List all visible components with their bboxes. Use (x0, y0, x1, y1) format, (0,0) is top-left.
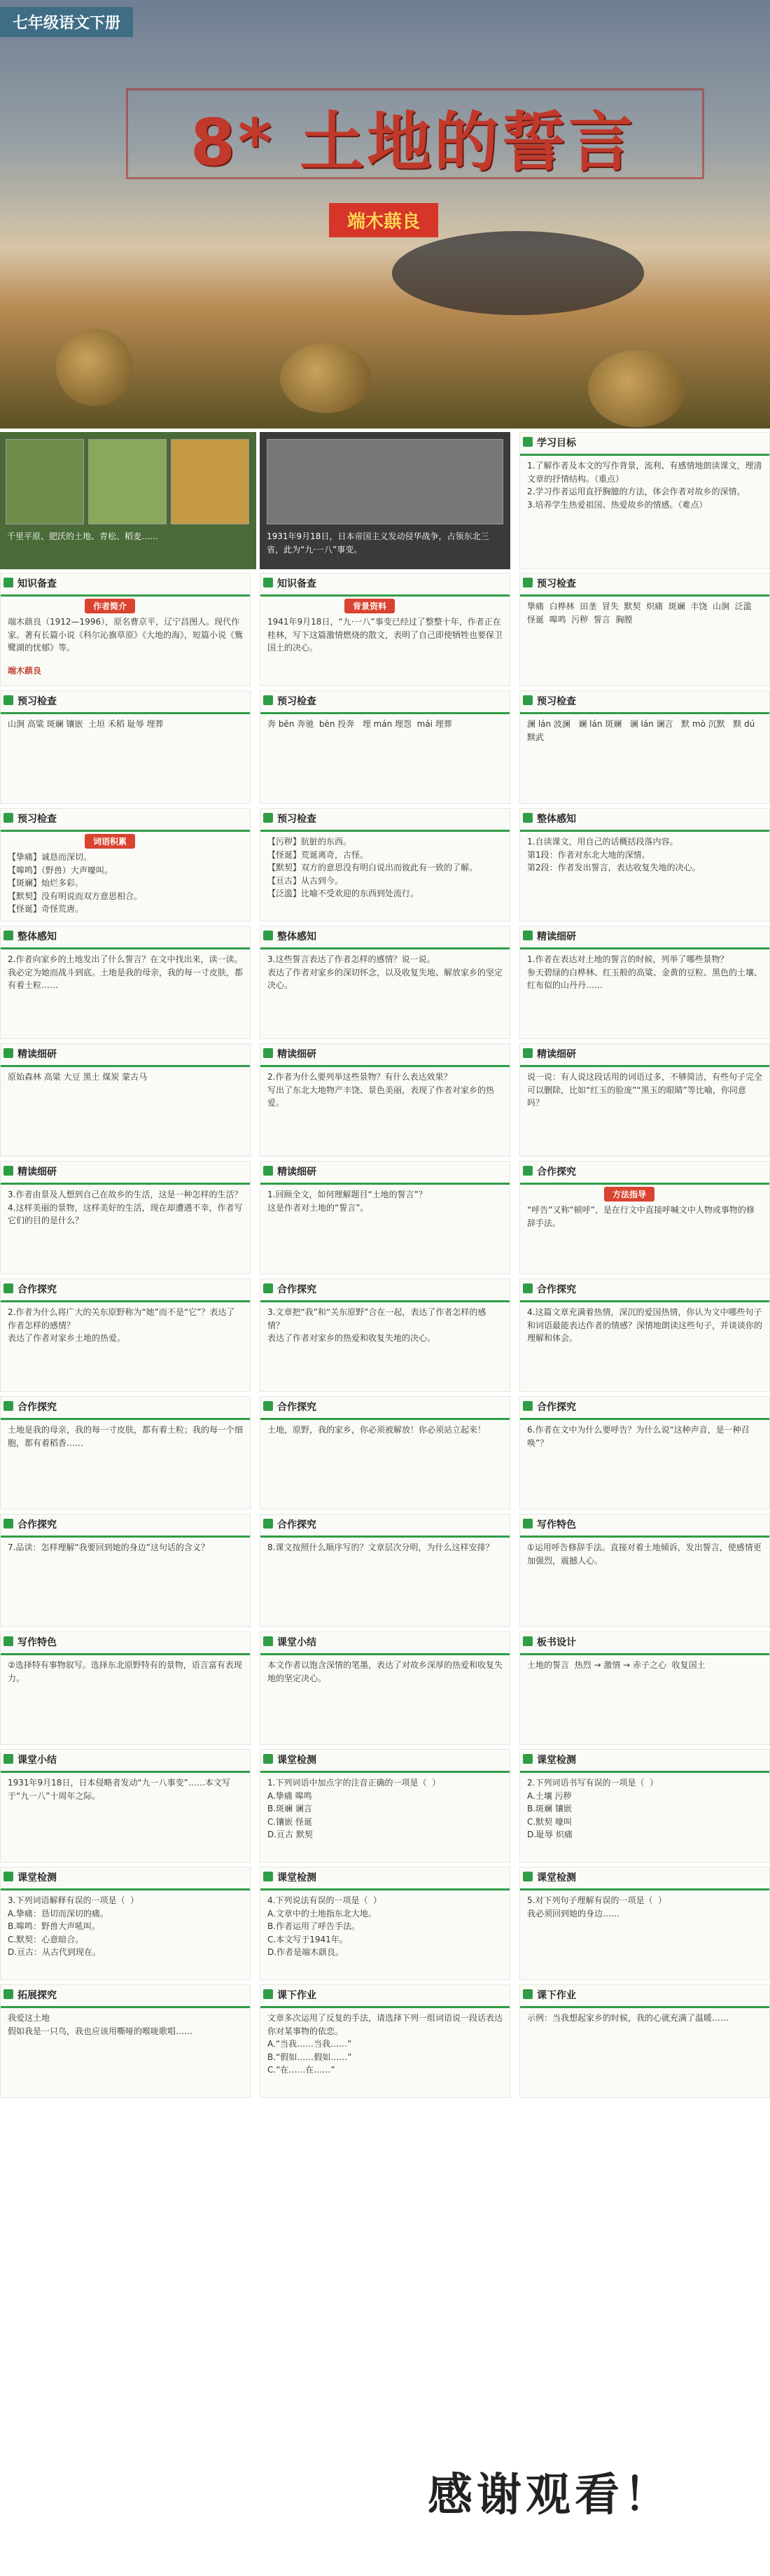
slide-card (260, 690, 510, 804)
slide-text: 【挚痛】诚恳而深切。 【嗥鸣】（野兽）大声嚎叫。 【斑斓】灿烂多彩。 【默契】没有明说而双方意思相合。 【怪诞】奇怪荒唐。 (8, 852, 143, 914)
section-icon (4, 1166, 13, 1176)
slide-title: 精读细研 (18, 1167, 57, 1178)
slide-header (520, 433, 769, 456)
section-icon (4, 931, 13, 940)
section-icon (263, 1166, 273, 1176)
slide-card (519, 1514, 770, 1627)
slide-title: 课堂小结 (277, 1637, 316, 1648)
slide-card (0, 1043, 251, 1157)
slide-card (0, 1279, 251, 1392)
slide-card (519, 1279, 770, 1392)
section-icon (263, 813, 273, 823)
slide-title: 整体感知 (277, 931, 316, 942)
title-slide (0, 0, 770, 429)
section-icon (523, 437, 533, 447)
slide-badge: 背景资料 (344, 599, 395, 613)
section-icon (263, 1636, 273, 1646)
slide-text: 1941年9月18日，“九·一八”事变已经过了整整十年，作者正在桂林，写下这篇激情燃烧的散文，表明了自己即使牺牲也要保卫国土的决心。 (267, 617, 503, 653)
slide-title: 合作探究 (277, 1284, 316, 1295)
strip-caption: 1931年9月18日，日本帝国主义发动侵华战争，占领东北三省，此为“九·一八”事变。 (267, 531, 489, 555)
slide-title: 合作探究 (277, 1402, 316, 1413)
slide-card (519, 926, 770, 1039)
slide-title: 精读细研 (18, 1049, 57, 1060)
slide-card (0, 690, 251, 804)
slide-card (260, 1984, 510, 2098)
section-icon (523, 1166, 533, 1176)
author-badge: 端木蕻良 (329, 203, 438, 237)
slide-text: 3.文章把“我”和“关东原野”合在一起，表达了作者怎样的感情？ 表达了作者对家乡的热爱和收复失地的决心。 (267, 1307, 486, 1344)
slide-text: 文章多次运用了反复的手法，请选择下列一组词语说一段话表达你对某事物的依恋。 A.“当我……当我……” B.“假如……假如……” C.“在……在……” (267, 2013, 503, 2075)
slide-text: 1.了解作者及本文的写作背景，流利、有感情地朗读课文，理清文章的抒情结构。（重点） 2.学习作者运用直抒胸臆的方法，体会作者对故乡的深情。 3.培养学生热爱祖国、热爱故乡的情感。（难点） (527, 461, 762, 510)
section-icon (263, 1754, 273, 1764)
slide-header (520, 1632, 769, 1655)
hay-bale (56, 329, 133, 406)
slide-header (260, 926, 510, 949)
slide-title: 课下作业 (537, 1990, 576, 2001)
slide-text: “呼告”又称“顿呼”，是在行文中直接呼喊文中人物或事物的修辞手法。 (527, 1205, 755, 1228)
slide-text: 土地，原野，我的家乡，你必须被解放！你必须站立起来！ (267, 1425, 486, 1435)
slide-card (260, 1161, 510, 1274)
slide-card (519, 690, 770, 804)
slide-card (0, 1867, 251, 1980)
slide-title: 课堂检测 (537, 1872, 576, 1884)
section-icon (263, 1048, 273, 1058)
slide-title: 预习检查 (537, 578, 576, 590)
slide-title: 写作特色 (18, 1637, 57, 1648)
slide-text: 3.下列词语解释有误的一项是（ ） A.挚痛：恳切而深切的痛。 B.嗥鸣：野兽大声吼叫。 C.默契：心意暗合。 D.亘古：从古代到现在。 (8, 1895, 139, 1958)
slide-title: 预习检查 (18, 814, 57, 825)
slide-header (520, 1750, 769, 1773)
slide-header (260, 1985, 510, 2008)
slide-card (0, 1514, 251, 1627)
slide-card (0, 1749, 251, 1863)
slide-header (520, 926, 769, 949)
slide-text: 1.自读课文，用自己的话概括段落内容。 第1段：作者对东北大地的深情。 第2段：作者发出誓言，表达收复失地的决心。 (527, 837, 701, 873)
strip-caption: 千里平原、肥沃的土地、青松、稻麦…… (7, 531, 159, 541)
section-icon (263, 1872, 273, 1881)
slide-badge: 作者简介 (85, 599, 135, 613)
slide-card (260, 1631, 510, 1745)
slide-card (519, 808, 770, 921)
slide-text: 我爱这土地 假如我是一只鸟，我也应该用嘶哑的喉咙歌唱…… (8, 2013, 193, 2036)
slide-header (520, 1515, 769, 1538)
section-icon (4, 1048, 13, 1058)
slide-header (1, 1867, 250, 1891)
slide-card (519, 1043, 770, 1157)
section-icon (4, 813, 13, 823)
slide-text: 7.品读：怎样理解“我要回到她的身边”这句话的含义？ (8, 1543, 209, 1552)
slide-header (1, 1044, 250, 1067)
slide-card (0, 573, 251, 686)
slide-title: 板书设计 (537, 1637, 576, 1648)
section-icon (523, 1283, 533, 1293)
section-icon (4, 1519, 13, 1529)
section-icon (4, 578, 13, 587)
slide-text: 3.作者由景及人想到自己在故乡的生活，这是一种怎样的生活？ 4.这样美丽的景物，这样美好的生活，现在却遭遇不幸，作者写它们的目的是什么？ (8, 1190, 243, 1226)
slide-title: 知识备查 (277, 578, 316, 590)
slide-text: 土地的誓言 热烈 → 激情 → 赤子之心 收复国土 (527, 1660, 706, 1670)
slide-text: 6.作者在文中为什么要呼告？为什么说“这种声音，是一种召唤”？ (527, 1425, 750, 1448)
slide-card (260, 1396, 510, 1510)
slide-card (519, 1161, 770, 1274)
section-icon (4, 1989, 13, 1999)
slide-title: 课下作业 (277, 1990, 316, 2001)
slide-text: 本文作者以饱含深情的笔墨，表达了对故乡深厚的热爱和收复失地的坚定决心。 (267, 1660, 503, 1683)
section-icon (4, 1401, 13, 1411)
section-icon (523, 1754, 533, 1764)
slide-title: 预习检查 (277, 696, 316, 707)
lesson-title: 8* 土地的誓言 (190, 105, 636, 180)
slide-header (1, 1985, 250, 2008)
slide-card (0, 1396, 251, 1510)
slide-card (0, 1984, 251, 2098)
section-icon (263, 1519, 273, 1529)
section-icon (263, 1283, 273, 1293)
slide-title: 课堂检测 (18, 1872, 57, 1884)
storm-cloud (392, 231, 644, 315)
section-icon (4, 1872, 13, 1881)
slide-card (519, 1631, 770, 1745)
slide-card (260, 1043, 510, 1157)
slide-text: ②选择特有事物叙写。选择东北原野特有的景物，语言富有表现力。 (8, 1660, 242, 1683)
slide-text: 8.课文按照什么顺序写的？文章层次分明，为什么这样安排？ (267, 1543, 494, 1552)
slide-title: 课堂小结 (18, 1755, 57, 1766)
slide-text: 山涧 高粱 斑斓 镶嵌 土垣 禾稻 耻辱 埋葬 (8, 719, 164, 729)
section-icon (523, 1519, 533, 1529)
slide-card (260, 808, 510, 921)
slide-header (520, 1162, 769, 1185)
slide-text: 4.下列说法有误的一项是（ ） A.文章中的土地指东北大地。 B.作者运用了呼告手法。 C.本文写于1941年。 D.作者是端木蕻良。 (267, 1895, 382, 1958)
photo-1931 (267, 439, 503, 524)
author-name: 端木蕻良 (8, 666, 42, 676)
slide-title: 合作探究 (537, 1402, 576, 1413)
slide-title: 预习检查 (537, 696, 576, 707)
slide-header (1, 573, 250, 597)
section-icon (523, 813, 533, 823)
slide-title: 精读细研 (537, 931, 576, 942)
grade-tag: 七年级语文下册 (0, 7, 133, 37)
section-icon (263, 1989, 273, 1999)
slide-card (519, 1867, 770, 1980)
slide-header (260, 1867, 510, 1891)
slide-header (260, 1162, 510, 1185)
section-icon (4, 695, 13, 705)
slide-header (1, 1750, 250, 1773)
slide-text: 端木蕻良（1912—1996），原名曹京平，辽宁昌图人。现代作家。著有长篇小说《科尔沁旗草原》《大地的海》，短篇小说《鴜鹭湖的忧郁》等。 (8, 617, 244, 653)
slide-text: 2.下列词语书写有误的一项是（ ） A.土壤 污秽 B.斑斓 镶嵌 C.默契 嚎叫 D.耻辱 炽痛 (527, 1778, 659, 1840)
section-icon (523, 1989, 533, 1999)
section-icon (263, 578, 273, 587)
section-icon (523, 1401, 533, 1411)
photo-plain (6, 439, 84, 524)
slide-header (260, 809, 510, 832)
slide-text: 1.下列词语中加点字的注音正确的一项是（ ） A.挚痛 嗥鸣 B.斑斓 谰言 C.镶嵌 怪诞 D.亘古 默契 (267, 1778, 441, 1840)
slide-title: 学习目标 (537, 438, 576, 449)
slide-text: 1.作者在表达对土地的誓言的时候，列举了哪些景物？ 参天碧绿的白桦林、红玉般的高粱、金黄的豆粒、黑色的土壤、红布似的山丹丹…… (527, 954, 763, 991)
slide-badge: 词语积累 (85, 834, 135, 849)
slide-card (260, 1279, 510, 1392)
slide-text: 挚痛 白桦林 田垄 冒失 默契 炽痛 斑斓 丰饶 山涧 泛滥 怪诞 嗥鸣 污秽 誓言 胸膛 (527, 601, 757, 625)
slide-header (520, 691, 769, 714)
slide-header (260, 1279, 510, 1302)
slide-header (260, 1750, 510, 1773)
section-icon (523, 1872, 533, 1881)
slide-header (520, 1985, 769, 2008)
slide-title: 精读细研 (537, 1049, 576, 1060)
slide-text: 说一说：有人说这段话用的词语过多，不够简洁，有些句子完全可以删除，比如“红玉的脸庞”“黑玉的眼睛”等比喻，你同意吗？ (527, 1072, 763, 1108)
slide-title: 课堂检测 (277, 1872, 316, 1884)
slide-card (0, 808, 251, 921)
slide-text: 1.回顾全文，如何理解题目“土地的誓言”？ 这是作者对土地的“誓言”。 (267, 1190, 427, 1213)
slide-text: 1931年9月18日，日本侵略者发动“九一八事变”……本文写于“九一八”十周年之际。 (8, 1778, 230, 1801)
slide-card (0, 1631, 251, 1745)
section-icon (523, 931, 533, 940)
thanks-slide (260, 2403, 769, 2571)
slide-text: 奔 bēn 奔驰 bèn 投奔 埋 mán 埋怨 mái 埋葬 (267, 719, 452, 729)
thanks-text: 感谢观看！ (428, 2470, 673, 2521)
slide-card (519, 1984, 770, 2098)
slide-header (260, 1397, 510, 1420)
slide-header (1, 1515, 250, 1538)
slide-text: 3.这些誓言表达了作者怎样的感情？说一说。 表达了作者对家乡的深切怀念，以及收复失地、解放家乡的坚定决心。 (267, 954, 503, 991)
slide-header (520, 1279, 769, 1302)
slide-text: 【污秽】肮脏的东西。 【怪诞】荒诞离奇，古怪。 【默契】双方的意思没有明白说出而彼此有一致的了解。 【亘古】从古到今。 【泛滥】比喻不受欢迎的东西到处流行。 (267, 837, 478, 899)
slide-header (520, 1044, 769, 1067)
slide-header (1, 1162, 250, 1185)
slide-text: 2.作者为什么将广大的关东原野称为“她”而不是“它”？表达了作者怎样的感情？ 表达了作者对家乡土地的热爱。 (8, 1307, 235, 1344)
slide-card (0, 926, 251, 1039)
slide-header (1, 1632, 250, 1655)
slide-header (260, 573, 510, 597)
slide-card (260, 1867, 510, 1980)
slide-badge: 方法指导 (604, 1187, 654, 1202)
landscape-photos (0, 432, 256, 569)
section-icon (263, 931, 273, 940)
slide-title: 拓展探究 (18, 1990, 57, 2001)
slide-header (260, 691, 510, 714)
slide-text: 2.作者为什么要列举这些景物？有什么表达效果？ 写出了东北大地物产丰饶、景色美丽，表现了作者对家乡的热爱。 (267, 1072, 495, 1108)
section-icon (263, 1401, 273, 1411)
section-icon (523, 695, 533, 705)
slide-title: 精读细研 (277, 1049, 316, 1060)
hay-bale (280, 343, 371, 413)
slide-card (260, 1749, 510, 1863)
slide-title: 课堂检测 (277, 1755, 316, 1766)
slide-title: 整体感知 (537, 814, 576, 825)
slide-card (519, 573, 770, 686)
slide-card (260, 1514, 510, 1627)
slide-header (520, 573, 769, 597)
hay-bale (588, 350, 686, 427)
section-icon (263, 695, 273, 705)
photo-forest (88, 439, 167, 524)
section-icon (4, 1636, 13, 1646)
slide-card (519, 432, 770, 569)
slide-text: 2.作者向家乡的土地发出了什么誓言？在文中找出来，读一读。 我必定为她而战斗到底。土地是我的母亲，我的每一寸皮肤，都有着土粒…… (8, 954, 244, 991)
section-icon (523, 1048, 533, 1058)
slide-text: 5.对下列句子理解有误的一项是（ ） 我必须回到她的身边…… (527, 1895, 667, 1919)
slide-header (1, 1279, 250, 1302)
slide-title: 课堂检测 (537, 1755, 576, 1766)
history-photos (260, 432, 510, 569)
slide-header (260, 1044, 510, 1067)
slide-header (520, 1867, 769, 1891)
slide-title: 合作探究 (277, 1519, 316, 1531)
slide-title: 合作探究 (18, 1519, 57, 1531)
slide-card (519, 1396, 770, 1510)
slide-header (260, 1515, 510, 1538)
slide-title: 整体感知 (18, 931, 57, 942)
photo-wheat (171, 439, 249, 524)
slide-header (1, 926, 250, 949)
section-icon (523, 578, 533, 587)
slide-title: 知识备查 (18, 578, 57, 590)
slide-title: 合作探究 (18, 1402, 57, 1413)
slide-title: 合作探究 (537, 1167, 576, 1178)
slide-title: 预习检查 (18, 696, 57, 707)
slide-header (520, 809, 769, 832)
slide-title: 合作探究 (537, 1284, 576, 1295)
slide-text: 4.这篇文章充满着热情，深沉的爱国热情，你认为文中哪些句子和词语最能表达作者的情感？深情地朗读这些句子，并谈谈你的理解和体会。 (527, 1307, 763, 1344)
slide-text: ①运用呼告修辞手法。直接对着土地倾诉，发出誓言，使感情更加强烈，震撼人心。 (527, 1543, 762, 1566)
slide-text: 示例：当我想起家乡的时候，我的心就充满了温暖…… (527, 2013, 729, 2023)
slide-title: 写作特色 (537, 1519, 576, 1531)
slide-header (1, 809, 250, 832)
section-icon (4, 1754, 13, 1764)
slide-card (260, 573, 510, 686)
slide-card (519, 1749, 770, 1863)
slide-header (1, 691, 250, 714)
slide-header (520, 1397, 769, 1420)
slide-card (0, 1161, 251, 1274)
section-icon (523, 1636, 533, 1646)
slide-card (260, 926, 510, 1039)
slide-title: 预习检查 (277, 814, 316, 825)
slide-header (260, 1632, 510, 1655)
slide-text: 原始森林 高粱 大豆 黑土 煤炭 蒙古马 (8, 1072, 148, 1082)
slide-text: 澜 lán 波澜 斓 lán 斑斓 谰 lán 谰言 默 mò 沉默 黩 dú 黩武 (527, 719, 758, 742)
slide-text: 土地是我的母亲，我的每一寸皮肤，都有着土粒；我的每一个细胞，都有着稻香…… (8, 1425, 244, 1448)
section-icon (4, 1283, 13, 1293)
slide-header (1, 1397, 250, 1420)
slide-title: 精读细研 (277, 1167, 316, 1178)
slide-title: 合作探究 (18, 1284, 57, 1295)
